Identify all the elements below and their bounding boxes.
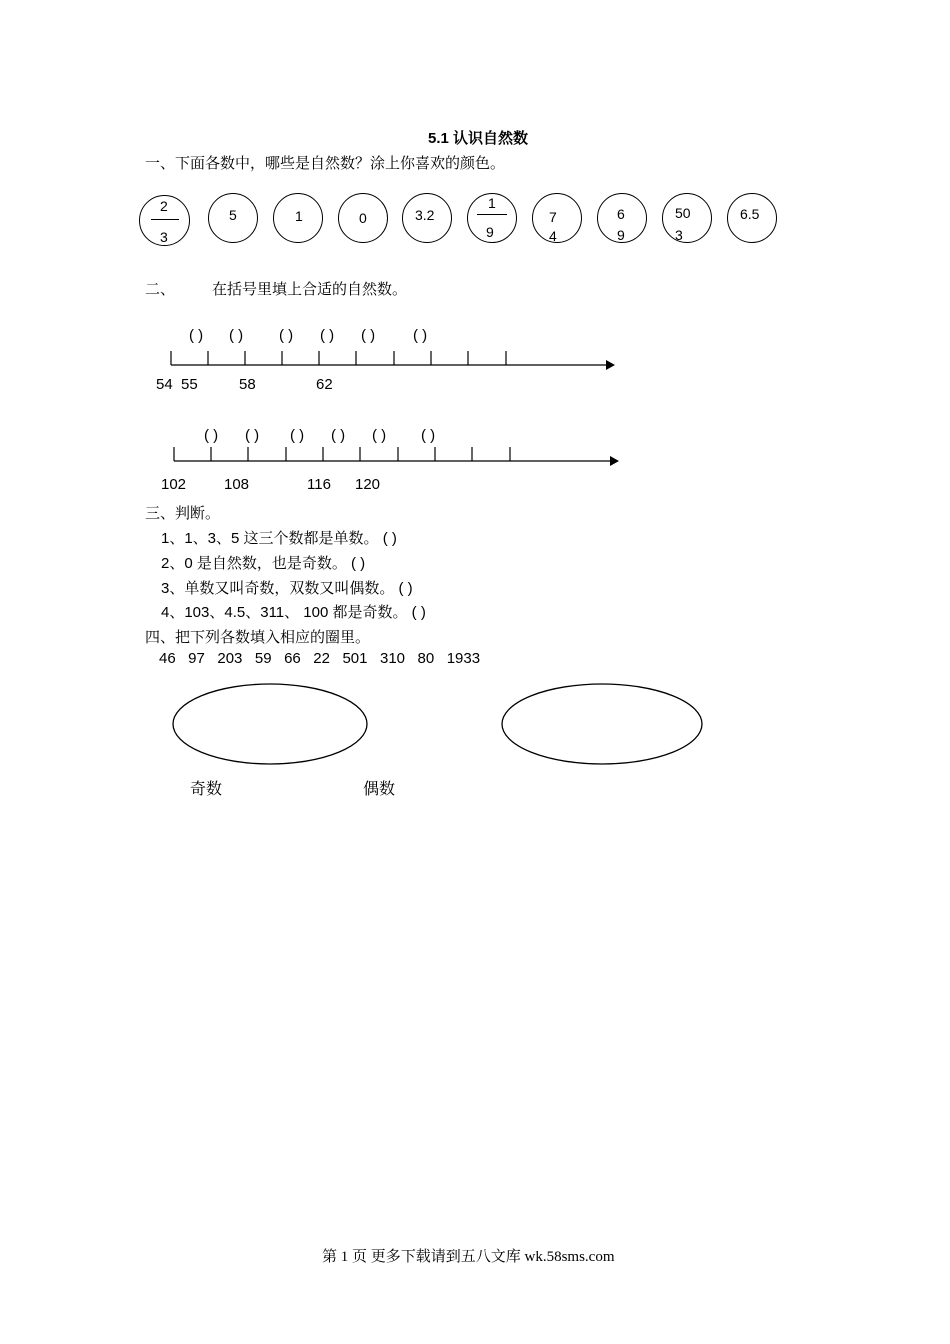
circle-value-top: 7 [549, 209, 557, 225]
number-circle-2[interactable] [208, 193, 258, 243]
number-circle-5[interactable] [402, 193, 452, 243]
line1-label-62: 62 [316, 376, 333, 393]
circle-value: 5 [229, 207, 237, 223]
section2-instruction: 在括号里填上合适的自然数。 [212, 281, 408, 298]
circle-value-top: 6 [617, 206, 625, 222]
line1-label-58: 58 [239, 376, 256, 393]
blank-2-1[interactable]: ( ) [204, 427, 219, 444]
fraction-bar [151, 219, 179, 220]
blank-2-3[interactable]: ( ) [290, 427, 305, 444]
fraction-numerator: 2 [160, 198, 168, 214]
fraction-bar [477, 214, 507, 215]
circle-value-top: 50 [675, 205, 691, 221]
number-circle-3[interactable] [273, 193, 323, 243]
blank-1-5[interactable]: ( ) [361, 327, 376, 344]
section1-heading: 一、下面各数中，哪些是自然数？涂上你喜欢的颜色。 [145, 155, 506, 172]
blank-1-1[interactable]: ( ) [189, 327, 204, 344]
line1-label-54: 54 [156, 376, 173, 393]
blank-2-6[interactable]: ( ) [421, 427, 436, 444]
number-circle-10[interactable] [727, 193, 777, 243]
fraction-denominator: 3 [160, 229, 168, 245]
number-circle-4[interactable] [338, 193, 388, 243]
blank-2-5[interactable]: ( ) [372, 427, 387, 444]
page-footer: 第 1 页 更多下载请到五八文库 wk.58sms.com [322, 1249, 615, 1265]
judgment-item-3[interactable]: 3、单数又叫奇数，双数又叫偶数。 ( ) [161, 580, 413, 597]
circle-value: 3.2 [415, 207, 435, 223]
section3-heading: 三、判断。 [145, 505, 221, 522]
judgment-item-2[interactable]: 2、0 是自然数，也是奇数。 ( ) [161, 555, 366, 572]
blank-1-6[interactable]: ( ) [413, 327, 428, 344]
judgment-item-1[interactable]: 1、1、3、5 这三个数都是单数。 ( ) [161, 530, 397, 547]
number-circle-1[interactable] [139, 195, 190, 246]
fraction-numerator: 1 [488, 195, 496, 211]
number-circle-7[interactable] [532, 193, 582, 243]
number-circle-6[interactable] [467, 193, 517, 243]
circle-value: 1 [295, 208, 303, 224]
line1-label-55: 55 [181, 376, 198, 393]
odd-label: 奇数 [190, 781, 223, 798]
line2-label-102: 102 [161, 476, 187, 493]
number-circle-8[interactable] [597, 193, 647, 243]
line2-label-116: 116 [307, 476, 331, 493]
fraction-denominator: 9 [486, 224, 494, 240]
circle-value-bottom: 3 [675, 227, 683, 243]
circle-value: 6.5 [740, 206, 760, 222]
line2-label-120: 120 [355, 476, 381, 493]
page-title: 5.1 认识自然数 [428, 130, 529, 147]
circle-value-bottom: 4 [549, 228, 557, 244]
blank-1-3[interactable]: ( ) [279, 327, 294, 344]
odd-ellipse [173, 684, 367, 764]
number-list: 46 97 203 59 66 22 501 310 80 1933 [159, 650, 481, 667]
circle-value: 0 [359, 210, 367, 226]
blank-2-4[interactable]: ( ) [331, 427, 346, 444]
blank-1-2[interactable]: ( ) [229, 327, 244, 344]
section2-heading: 二、 [145, 281, 176, 298]
number-circle-9[interactable] [662, 193, 712, 243]
judgment-item-4[interactable]: 4、103、4.5、311、 100 都是奇数。 ( ) [161, 604, 426, 621]
blank-2-2[interactable]: ( ) [245, 427, 260, 444]
line2-label-108: 108 [224, 476, 250, 493]
even-ellipse [502, 684, 702, 764]
even-label: 偶数 [363, 781, 396, 798]
circle-value-bottom: 9 [617, 227, 625, 243]
blank-1-4[interactable]: ( ) [320, 327, 335, 344]
section4-heading: 四、把下列各数填入相应的圈里。 [145, 629, 371, 646]
